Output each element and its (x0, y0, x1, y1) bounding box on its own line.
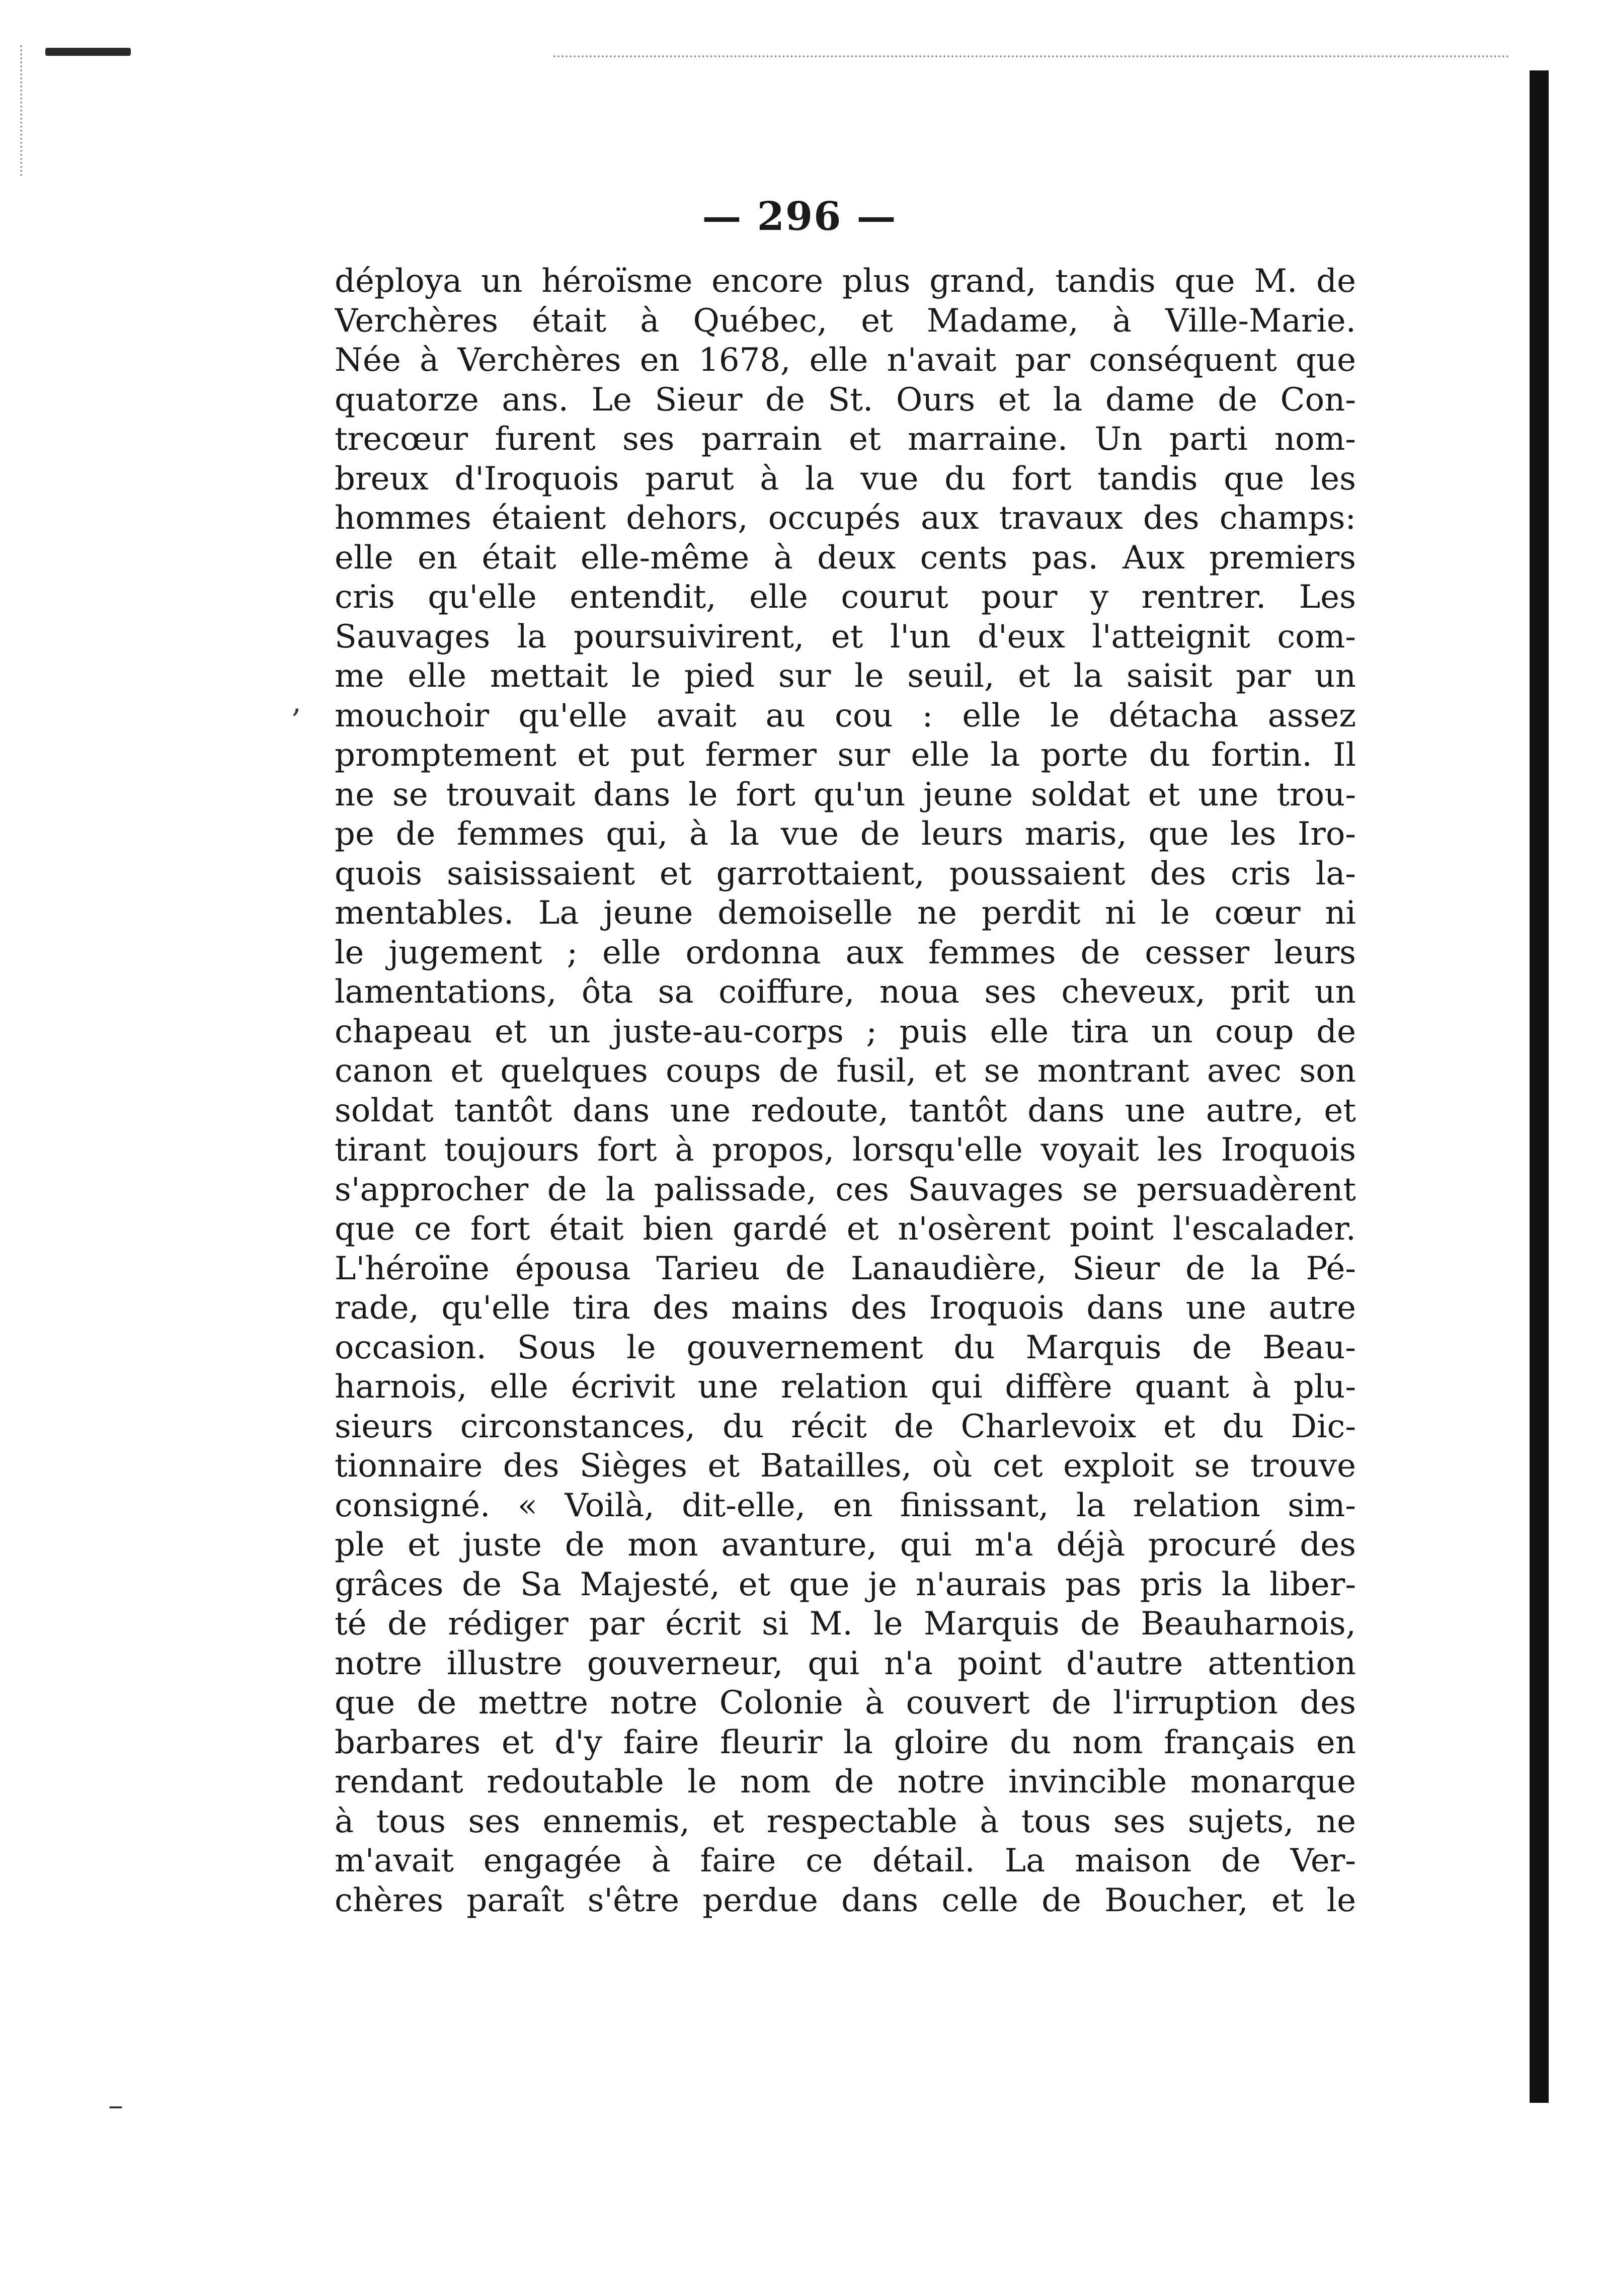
text-line: déploya un héroïsme encore plus grand, tandis que M. de (335, 263, 1356, 300)
text-line: té de rédiger par écrit si M. le Marquis de Beauharnois, (335, 1605, 1356, 1643)
text-line: canon et quelques coups de fusil, et se montrant avec son (335, 1052, 1356, 1090)
text-line: mouchoir qu'elle avait au cou : elle le détacha assez (335, 697, 1356, 734)
text-line: occasion. Sous le gouvernement du Marquis de Beau- (335, 1329, 1356, 1366)
text-line: quatorze ans. Le Sieur de St. Ours et la dame de Con- (335, 381, 1356, 419)
text-line: me elle mettait le pied sur le seuil, et la saisit par un (335, 658, 1356, 695)
scan-noise-top (553, 55, 1509, 57)
text-line: chapeau et un juste-au-corps ; puis elle tira un coup de (335, 1013, 1356, 1050)
text-line: Née à Verchères en 1678, elle n'avait par conséquent que (335, 342, 1356, 379)
text-line: rendant redoutable le nom de notre invincible monarque (335, 1763, 1356, 1800)
text-line: promptement et put fermer sur elle la porte du fortin. Il (335, 736, 1356, 774)
text-line: le jugement ; elle ordonna aux femmes de cesser leurs (335, 934, 1356, 971)
text-line: que de mettre notre Colonie à couvert de l'irruption des (335, 1684, 1356, 1721)
text-line: à tous ses ennemis, et respectable à tous ses sujets, ne (335, 1802, 1356, 1840)
margin-comma-mark: , (292, 684, 302, 719)
text-line: rade, qu'elle tira des mains des Iroquois dans une autre (335, 1289, 1356, 1327)
text-line: quois saisissaient et garrottaient, poussaient des cris la- (335, 855, 1356, 892)
text-line: sieurs circonstances, du récit de Charlevoix et du Dic- (335, 1408, 1356, 1445)
scan-binding-shadow (1530, 70, 1549, 2103)
text-line: breux d'Iroquois parut à la vue du fort tandis que les (335, 460, 1356, 498)
text-line: L'héroïne épousa Tarieu de Lanaudière, Sieur de la Pé- (335, 1250, 1356, 1287)
scan-artifact-top (45, 48, 131, 56)
text-line: m'avait engagée à faire ce détail. La maison de Ver- (335, 1842, 1356, 1879)
text-line: hommes étaient dehors, occupés aux travaux des champs: (335, 500, 1356, 537)
text-line: lamentations, ôta sa coiffure, noua ses cheveux, prit un (335, 973, 1356, 1011)
body-text (335, 262, 1356, 1920)
text-line: Verchères était à Québec, et Madame, à Ville-Marie. (335, 302, 1356, 340)
text-line: elle en était elle-même à deux cents pas. Aux premiers (335, 539, 1356, 577)
margin-dash-mark: – (108, 2088, 123, 2123)
text-line: harnois, elle écrivit une relation qui diffère quant à plu- (335, 1368, 1356, 1406)
text-line: soldat tantôt dans une redoute, tantôt dans une autre, et (335, 1092, 1356, 1129)
scan-noise-left (20, 45, 22, 176)
text-line: mentables. La jeune demoiselle ne perdit ni le cœur ni (335, 894, 1356, 932)
text-line: grâces de Sa Majesté, et que je n'aurais pas pris la liber- (335, 1566, 1356, 1603)
text-line: tirant toujours fort à propos, lorsqu'elle voyait les Iroquois (335, 1131, 1356, 1169)
text-line: ne se trouvait dans le fort qu'un jeune soldat et une trou- (335, 776, 1356, 813)
text-line: barbares et d'y faire fleurir la gloire du nom français en (335, 1724, 1356, 1761)
text-line: que ce fort était bien gardé et n'osèrent point l'escalader. (335, 1210, 1356, 1248)
text-line: Sauvages la poursuivirent, et l'un d'eux l'atteignit com- (335, 618, 1356, 655)
text-line: pe de femmes qui, à la vue de leurs maris, que les Iro- (335, 815, 1356, 853)
text-line: s'approcher de la palissade, ces Sauvages se persuadèrent (335, 1171, 1356, 1208)
text-line: ple et juste de mon avanture, qui m'a déjà procuré des (335, 1526, 1356, 1564)
text-line: notre illustre gouverneur, qui n'a point d'autre attention (335, 1645, 1356, 1682)
text-line: chères paraît s'être perdue dans celle de Boucher, et le (335, 1881, 1356, 1919)
text-line: cris qu'elle entendit, elle courut pour y rentrer. Les (335, 579, 1356, 616)
text-line: consigné. « Voilà, dit-elle, en finissant, la relation sim- (335, 1487, 1356, 1524)
text-line: tionnaire des Sièges et Batailles, où cet exploit se trouve (335, 1447, 1356, 1485)
text-line: trecœur furent ses parrain et marraine. Un parti nom- (335, 421, 1356, 458)
page-number: — 296 — (702, 194, 897, 239)
